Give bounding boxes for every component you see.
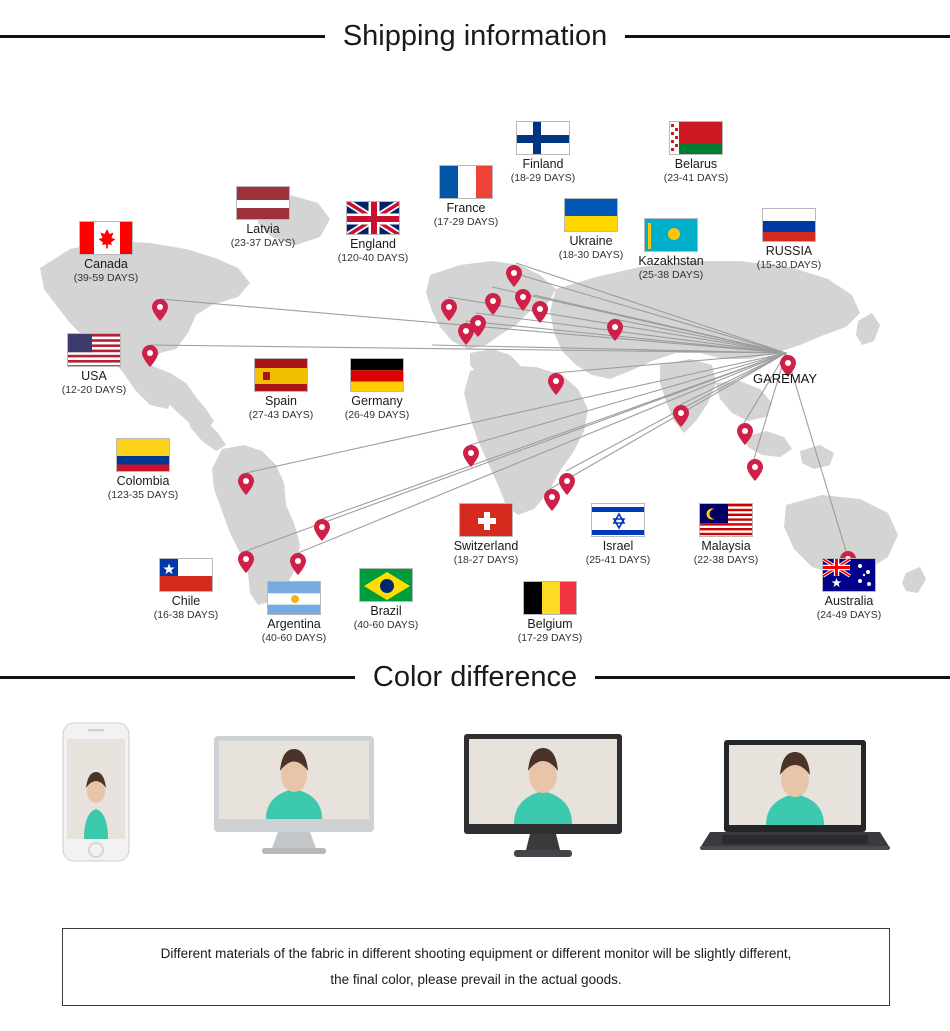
color-section-header [0,661,950,694]
flag-germany-icon [350,358,404,392]
country-name: Israel [602,539,634,553]
location-australia [789,558,909,622]
delivery-days: (18-27 DAYS) [453,554,519,566]
laptop-mockup [700,740,890,861]
map-pin-belarus [515,289,531,311]
country-name: Belgium [527,617,573,631]
flag-canada-icon [79,221,133,255]
location-switzerland [426,503,546,567]
location-germany [317,358,437,422]
delivery-days: (40-60 DAYS) [261,632,327,644]
flag-malaysia-icon [699,503,753,537]
shipping-section-header [0,20,950,53]
flag-switzerland-icon [459,503,513,537]
delivery-days: (17-29 DAYS) [517,632,583,644]
disclaimer-line-1: Different materials of the fabric in different shooting equipment or different monitor will be slightly different, [160,946,792,961]
country-name: Kazakhstan [638,254,704,268]
map-pin-ukraine [532,301,548,323]
flag-belgium-icon [523,581,577,615]
location-malaysia [666,503,786,567]
map-pin-india-route [673,405,689,427]
country-name: Finland [522,157,564,171]
map-pin-argentina [290,553,306,575]
delivery-days: (24-49 DAYS) [816,609,882,621]
location-england [313,201,433,265]
color-section-title: Color difference [372,661,578,693]
flag-brazil-icon [359,568,413,602]
phone-mockup [62,722,130,867]
location-brazil [326,568,446,632]
delivery-days: (123-35 DAYS) [107,489,179,501]
country-name: USA [81,369,107,383]
map-pin-indonesia-route [747,459,763,481]
flag-argentina-icon [267,581,321,615]
flag-latvia-icon [236,186,290,220]
flag-israel-icon [591,503,645,537]
map-pin-latvia [485,293,501,315]
map-pin-kazakhstan [607,319,623,341]
map-pin-canada [152,299,168,321]
location-russia [729,208,849,272]
location-chile [126,558,246,622]
map-pin-israel-route [559,473,575,495]
location-belgium [490,581,610,645]
map-pin-england [441,299,457,321]
flag-spain-icon [254,358,308,392]
delivery-days: (18-29 DAYS) [510,172,576,184]
map-pin-belgium [470,315,486,337]
country-name: Spain [265,394,297,408]
country-name: Chile [171,594,201,608]
device-mockup-row [0,708,950,888]
country-name: Colombia [116,474,170,488]
country-name: Ukraine [569,234,613,248]
disclaimer-line-2: the final color, please prevail in the actual goods. [330,972,622,987]
flag-chile-icon [159,558,213,592]
flag-colombia-icon [116,438,170,472]
color-rule-right [595,676,950,679]
delivery-days: (40-60 DAYS) [353,619,419,631]
color-disclaimer-box [62,928,890,1006]
delivery-days: (27-43 DAYS) [248,409,314,421]
location-finland [483,121,603,185]
imac-mockup [214,736,374,863]
map-pin-finland [506,265,522,287]
delivery-days: (120-40 DAYS) [337,252,409,264]
header-rule-left [0,35,325,38]
map-pin-africa-route [463,445,479,467]
flag-australia-icon [822,558,876,592]
flag-ukraine-icon [564,198,618,232]
flag-england-icon [346,201,400,235]
location-belarus [636,121,756,185]
hub-label: GAREMAY [753,371,818,386]
header-rule-right [625,35,950,38]
country-name: Latvia [246,222,280,236]
delivery-days: (23-37 DAYS) [230,237,296,249]
country-name: Belarus [674,157,718,171]
country-name: Germany [351,394,403,408]
location-canada [46,221,166,285]
location-usa [34,333,154,397]
location-latvia [203,186,323,250]
country-name: France [446,201,486,215]
delivery-days: (15-30 DAYS) [756,259,822,271]
map-pin-colombia [238,473,254,495]
flag-belarus-icon [669,121,723,155]
shipping-map [0,53,950,653]
country-name: Canada [84,257,128,271]
monitor-mockup [464,734,622,865]
location-israel [558,503,678,567]
delivery-days: (12-20 DAYS) [61,384,127,396]
delivery-days: (25-38 DAYS) [638,269,704,281]
country-name: Argentina [267,617,321,631]
delivery-days: (22-38 DAYS) [693,554,759,566]
delivery-days: (26-49 DAYS) [344,409,410,421]
country-name: England [350,237,396,251]
country-name: Brazil [370,604,402,618]
map-pin-switzerland-route [548,373,564,395]
delivery-days: (23-41 DAYS) [663,172,729,184]
country-name: Switzerland [453,539,519,553]
flag-russia-icon [762,208,816,242]
location-kazakhstan [611,218,731,282]
country-name: RUSSIA [765,244,813,258]
delivery-days: (39-59 DAYS) [73,272,139,284]
map-pin-malaysia [737,423,753,445]
flag-usa-icon [67,333,121,367]
map-pin-brazil [314,519,330,541]
color-rule-left [0,676,355,679]
country-name: Australia [824,594,874,608]
delivery-days: (25-41 DAYS) [585,554,651,566]
page-title: Shipping information [342,20,608,52]
delivery-days: (16-38 DAYS) [153,609,219,621]
flag-kazakhstan-icon [644,218,698,252]
flag-finland-icon [516,121,570,155]
country-name: Malaysia [701,539,751,553]
delivery-days: (17-29 DAYS) [433,216,499,228]
location-colombia [83,438,203,502]
delivery-days: (18-30 DAYS) [558,249,624,261]
